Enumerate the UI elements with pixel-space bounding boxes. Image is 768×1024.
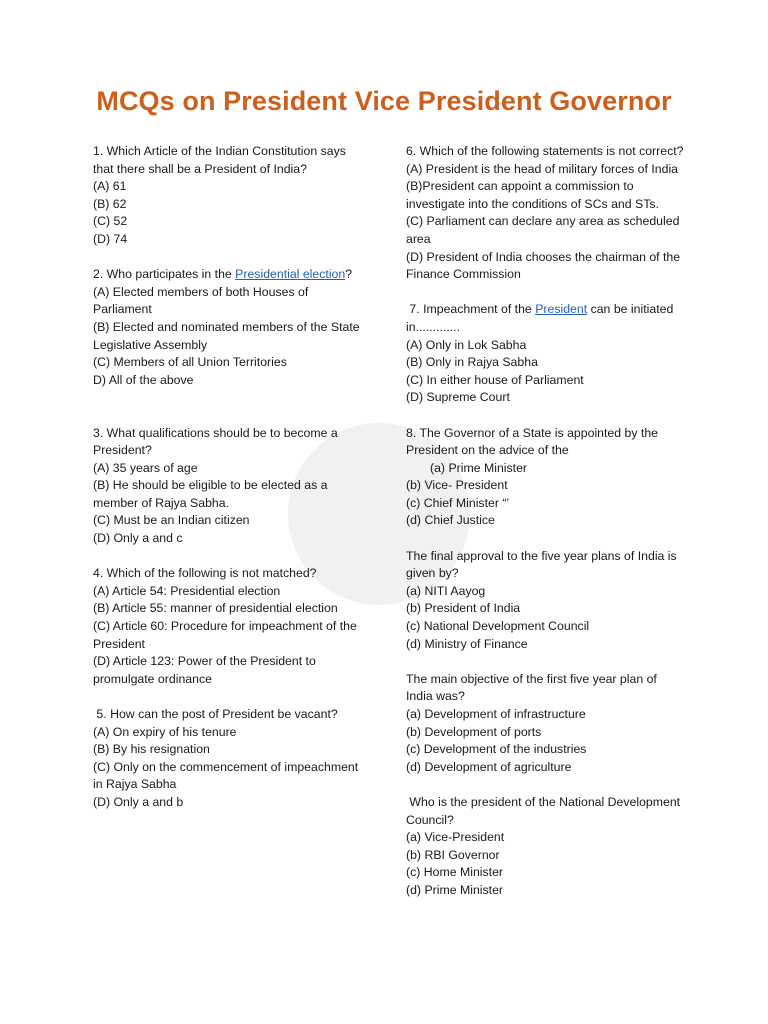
option: (A) 35 years of age	[93, 460, 198, 475]
question-3	[93, 425, 365, 548]
left-column	[93, 143, 365, 812]
president-link[interactable]: President	[535, 302, 588, 317]
question-4	[93, 565, 365, 688]
option: (d) Chief Justice	[406, 513, 495, 528]
option: (A) On expiry of his tenure	[93, 724, 237, 739]
option: (B) He should be eligible to be elected as a member of Rajya Sabha.	[93, 478, 328, 510]
option: (a) Vice-President	[406, 830, 505, 845]
option: (A) 61	[93, 179, 127, 194]
option: (B) Elected and nominated members of the State Legislative Assembly	[93, 319, 360, 352]
option: (d) Prime Minister	[406, 882, 504, 897]
option: (d) Development of agriculture	[406, 759, 572, 774]
question-1	[93, 143, 365, 249]
question-suffix: can be initiated in.............	[406, 302, 674, 334]
question-text: 5. How can the post of President be vacant?	[93, 707, 338, 721]
question-text: Who is the president of the National Development Council?	[406, 794, 684, 827]
option: (D) Only a and c	[93, 531, 183, 546]
question-text	[93, 266, 365, 284]
option: (B) 62	[93, 196, 127, 211]
option: (b) Development of ports	[406, 724, 542, 739]
question-text: 8. The Governor of a State is appointed by the President on the advice of the	[406, 425, 659, 458]
option: (B)President can appoint a commission to investigate into the conditions of SCs and STs.	[406, 179, 659, 211]
option: (C) Parliament can declare any area as scheduled area	[406, 214, 680, 246]
option: (B) By his resignation	[93, 742, 210, 757]
option: (A) Article 54: Presidential election	[93, 583, 281, 598]
option: (c) Development of the industries	[406, 742, 587, 757]
option: (C) Only on the commencement of impeachment in Rajya Sabha	[93, 759, 359, 792]
option: (A) Only in Lok Sabha	[406, 337, 527, 352]
option: (D) Article 123: Power of the President to promulgate ordinance	[93, 654, 316, 686]
question-5	[93, 706, 365, 812]
page-title: MCQs on President Vice President Governor	[96, 86, 672, 116]
option: (C) Members of all Union Territories	[93, 355, 287, 370]
question-2	[93, 266, 365, 389]
option: (b) RBI Governor	[406, 847, 500, 862]
option: (D) President of India chooses the chairman of the Finance Commission	[406, 249, 681, 282]
option: (D) Supreme Court	[406, 390, 510, 405]
right-column	[406, 143, 686, 900]
question-text: 6. Which of the following statements is not correct?	[406, 144, 684, 158]
question-prefix: 7. Impeachment of the	[406, 302, 536, 317]
question-6	[406, 143, 686, 284]
question-text: 3. What qualifications should be to become a President?	[93, 425, 338, 458]
option: (a) NITI Aayog	[406, 583, 486, 598]
question-text: The main objective of the first five year plan of India was?	[406, 671, 657, 704]
option: (D) 74	[93, 231, 128, 246]
option: (A) President is the head of military forces of India	[406, 161, 679, 176]
presidential-election-link[interactable]: Presidential election	[235, 267, 346, 282]
question-7	[406, 301, 686, 407]
question-text: 1. Which Article of the Indian Constitution says that there shall be a President of India?	[93, 144, 346, 176]
option: (C) Article 60: Procedure for impeachment of the President	[93, 619, 357, 651]
question-text: The final approval to the five year plans of India is given by?	[406, 548, 677, 581]
option: D) All of the above	[93, 372, 194, 387]
question-prefix: 2. Who participates in the	[93, 267, 236, 282]
question-10	[406, 671, 686, 777]
option: (B) Only in Rajya Sabha	[406, 355, 538, 370]
option: (c) Chief Minister “’	[406, 495, 510, 510]
question-9	[406, 548, 686, 654]
option: (C) Must be an Indian citizen	[93, 513, 250, 528]
option: (d) Ministry of Finance	[406, 636, 528, 651]
question-8	[406, 425, 686, 531]
option: (c) National Development Council	[406, 619, 590, 634]
option: (B) Article 55: manner of presidential election	[93, 601, 338, 616]
option: (C) In either house of Parliament	[406, 372, 584, 387]
option: (D) Only a and b	[93, 794, 184, 809]
option: (c) Home Minister	[406, 865, 504, 880]
option: (C) 52	[93, 214, 128, 229]
option: (A) Elected members of both Houses of Parliament	[93, 284, 309, 317]
option: (b) Vice- President	[406, 478, 508, 493]
option: (a) Development of infrastructure	[406, 707, 586, 721]
question-suffix: ?	[345, 267, 353, 282]
question-11	[406, 794, 686, 900]
option: (b) President of India	[406, 601, 521, 616]
question-text: 4. Which of the following is not matched?	[93, 566, 317, 581]
question-text	[406, 301, 686, 336]
option: (a) Prime Minister	[430, 460, 528, 475]
